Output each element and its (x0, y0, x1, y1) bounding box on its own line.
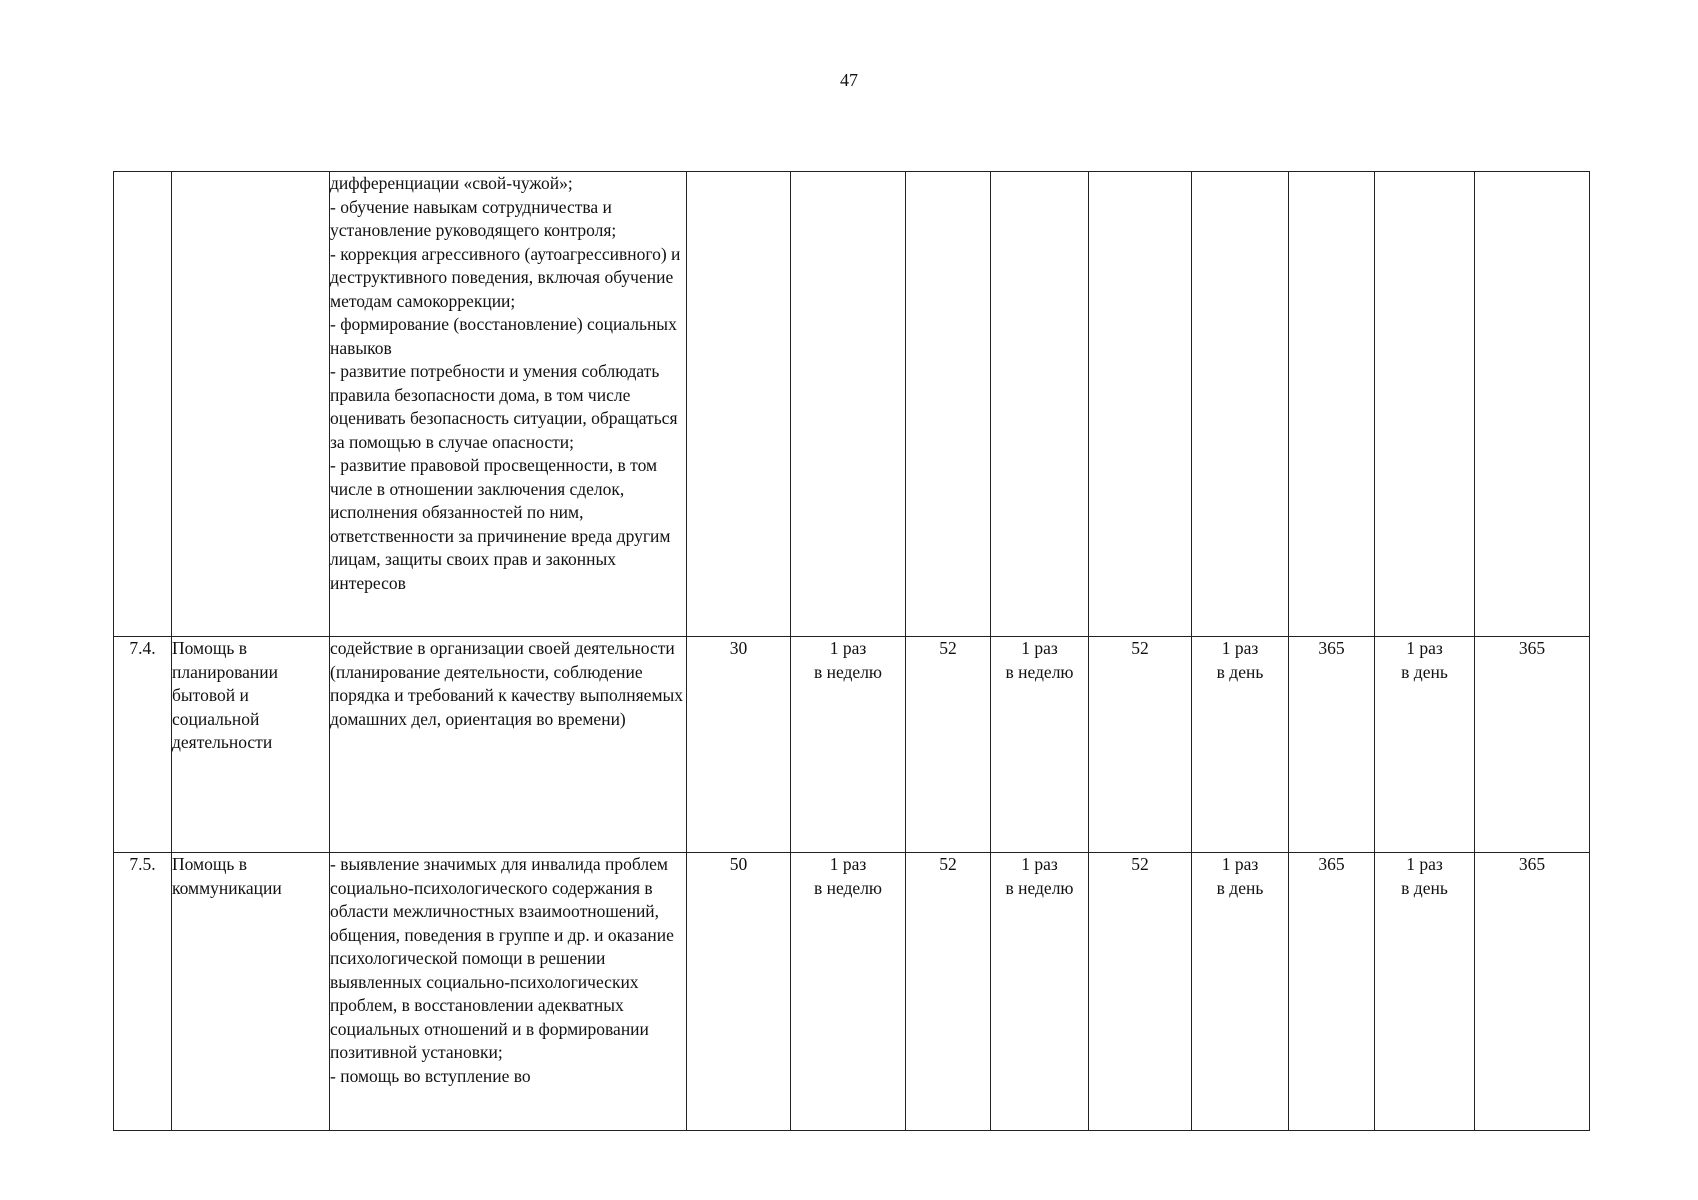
row-number (114, 172, 172, 637)
value-cell: 52 (906, 637, 991, 853)
value-cell: 365 (1475, 853, 1590, 1131)
frequency-cell: 1 раз в неделю (991, 853, 1089, 1131)
service-name: Помощь в планировании бытовой и социальной деятельности (172, 637, 330, 853)
frequency-cell (1192, 172, 1289, 637)
value-cell: 50 (687, 853, 791, 1131)
value-cell (1475, 172, 1590, 637)
frequency-cell: 1 раз в неделю (791, 637, 906, 853)
services-table (113, 171, 1590, 1131)
frequency-cell: 1 раз в неделю (791, 853, 906, 1131)
page-number: 47 (840, 70, 858, 90)
frequency-cell (791, 172, 906, 637)
value-cell: 365 (1289, 853, 1375, 1131)
frequency-cell: 1 раз в день (1375, 637, 1475, 853)
frequency-cell (991, 172, 1089, 637)
service-name: Помощь в коммуникации (172, 853, 330, 1131)
value-cell: 52 (1089, 637, 1192, 853)
frequency-cell: 1 раз в неделю (991, 637, 1089, 853)
value-cell: 365 (1475, 637, 1590, 853)
service-description: дифференциации «свой-чужой»; - обучение навыкам сотрудничества и установление руководящего контроля; - коррекция агрессивного (аутоагрессивного) и деструктивного поведения, включая обучение методам самокоррекции; - формирование (восстановление) социальных навыков - развитие потребности и умения соблюдать правила безопасности дома, в том числе оценивать безопасность ситуации, обращаться за помощью в случае опасности; - развитие правовой просвещенности, в том числе в отношении заключения сделок, исполнения обязанностей по ним, ответственности за причинение вреда другим лицам, защиты своих прав и законных интересов (330, 172, 687, 637)
table-row (114, 853, 1590, 1131)
frequency-cell: 1 раз в день (1375, 853, 1475, 1131)
row-number: 7.5. (114, 853, 172, 1131)
value-cell: 52 (1089, 853, 1192, 1131)
frequency-cell: 1 раз в день (1192, 637, 1289, 853)
value-cell: 30 (687, 637, 791, 853)
value-cell: 365 (1289, 637, 1375, 853)
value-cell (906, 172, 991, 637)
value-cell: 52 (906, 853, 991, 1131)
service-description: содействие в организации своей деятельности (планирование деятельности, соблюдение порядка и требований к качеству выполняемых домашних дел, ориентация во времени) (330, 637, 687, 853)
frequency-cell (1375, 172, 1475, 637)
service-name (172, 172, 330, 637)
row-number: 7.4. (114, 637, 172, 853)
table-row (114, 172, 1590, 637)
frequency-cell: 1 раз в день (1192, 853, 1289, 1131)
value-cell (687, 172, 791, 637)
service-description: - выявление значимых для инвалида проблем социально-психологического содержания в области межличностных взаимоотношений, общения, поведения в группе и др. и оказание психологической помощи в решении выявленных социально-психологических проблем, в восстановлении адекватных социальных отношений и в формировании позитивной установки; - помощь во вступление во (330, 853, 687, 1131)
table-row (114, 637, 1590, 853)
value-cell (1289, 172, 1375, 637)
value-cell (1089, 172, 1192, 637)
